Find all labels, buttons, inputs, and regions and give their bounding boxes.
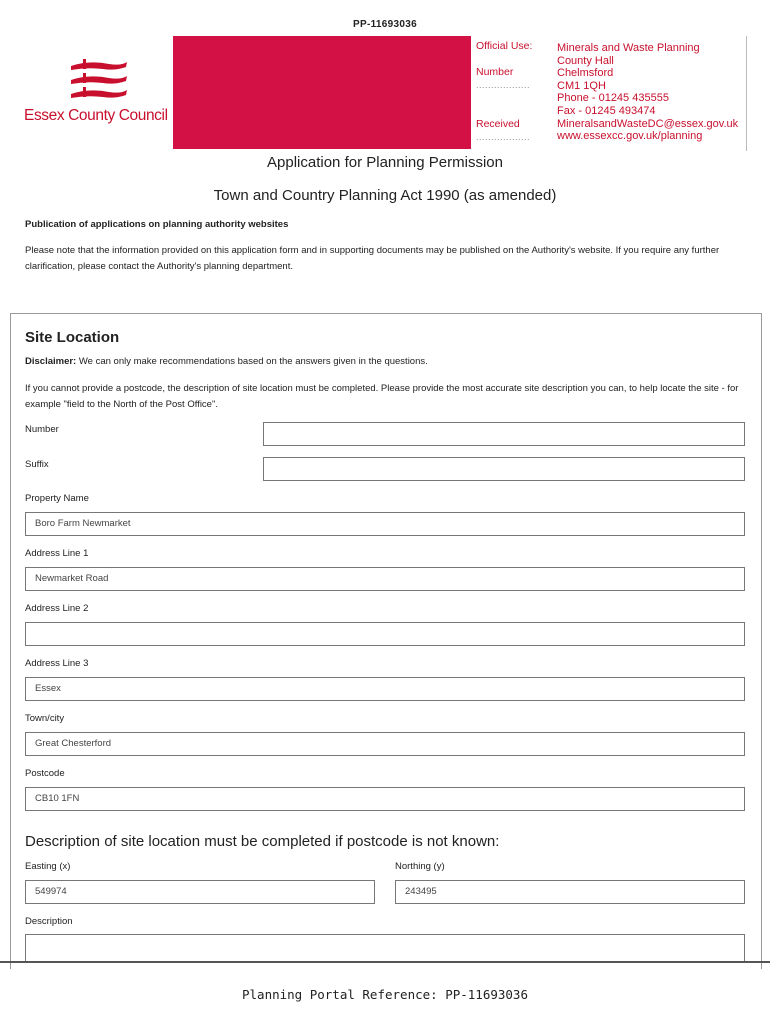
header-divider [746, 36, 747, 151]
contact-line: Chelmsford [557, 67, 614, 80]
official-received-label: Received [476, 118, 520, 130]
disclaimer-text: We can only make recommendations based on the answers given in the questions. [76, 356, 428, 367]
official-number-dots: .................. [476, 80, 531, 90]
town-city-field[interactable]: Great Chesterford [25, 732, 745, 756]
essex-county-council-logo [24, 58, 174, 128]
page-title: Application for Planning Permission [267, 154, 503, 171]
seaxes-icon [69, 58, 129, 104]
easting-label: Easting (x) [25, 861, 71, 872]
disclaimer-label: Disclaimer: [25, 356, 77, 367]
town-city-label: Town/city [25, 713, 65, 724]
contact-address [557, 42, 738, 143]
site-location-heading: Site Location [25, 329, 120, 346]
address-line-1-label: Address Line 1 [25, 548, 89, 559]
northing-label: Northing (y) [395, 861, 445, 872]
address-line-3-field[interactable]: Essex [25, 677, 745, 701]
contact-email-link[interactable]: MineralsandWasteDC@essex.gov.uk [557, 117, 739, 130]
header-red-block [173, 36, 471, 149]
contact-line: CM1 1QH [557, 79, 606, 92]
property-name-field[interactable]: Boro Farm Newmarket [25, 512, 745, 536]
description-section-heading: Description of site location must be completed if postcode is not known: [25, 833, 500, 850]
official-use-label: Official Use: [476, 40, 533, 52]
official-number-label: Number [476, 66, 514, 78]
page-break-line [0, 961, 770, 963]
contact-website-link[interactable]: www.essexcc.gov.uk/planning [557, 130, 703, 143]
address-line-1-field[interactable]: Newmarket Road [25, 567, 745, 591]
suffix-label: Suffix [25, 459, 49, 470]
official-use-block [476, 40, 544, 144]
easting-field[interactable]: 549974 [25, 880, 375, 904]
property-name-label: Property Name [25, 493, 89, 504]
suffix-field[interactable] [263, 457, 745, 481]
page-subtitle: Town and Country Planning Act 1990 (as amended) [213, 187, 557, 204]
address-line-2-label: Address Line 2 [25, 603, 89, 614]
site-location-help-text: If you cannot provide a postcode, the description of site location must be completed. Please provide the most accurate site description you can, to help locate the site - for example "field to the North of the Post Office". [25, 383, 739, 410]
publication-text: Please note that the information provided on this application form and in supporting documents may be published on the Authority's website. If you require any further clarification, please contact the Authority's planning department. [25, 245, 720, 272]
address-line-2-field[interactable] [25, 622, 745, 646]
publication-heading: Publication of applications on planning authority websites [25, 219, 289, 230]
northing-field[interactable]: 243495 [395, 880, 745, 904]
logo-text: Essex County Council [24, 107, 168, 124]
description-textarea[interactable] [25, 934, 745, 961]
contact-phone: Phone - 01245 435555 [557, 92, 669, 105]
postcode-field[interactable]: CB10 1FN [25, 787, 745, 811]
number-label: Number [25, 424, 59, 435]
description-label: Description [25, 916, 73, 927]
contact-line: Minerals and Waste Planning [557, 42, 700, 54]
official-received-dots: .................. [476, 132, 531, 142]
number-field[interactable] [263, 422, 745, 446]
contact-fax: Fax - 01245 493474 [557, 104, 656, 117]
address-line-3-label: Address Line 3 [25, 658, 89, 669]
planning-portal-reference: Planning Portal Reference: PP-11693036 [242, 987, 528, 1002]
postcode-label: Postcode [25, 768, 65, 779]
contact-line: County Hall [557, 54, 614, 67]
disclaimer [25, 356, 428, 367]
top-reference: PP-11693036 [353, 19, 417, 30]
